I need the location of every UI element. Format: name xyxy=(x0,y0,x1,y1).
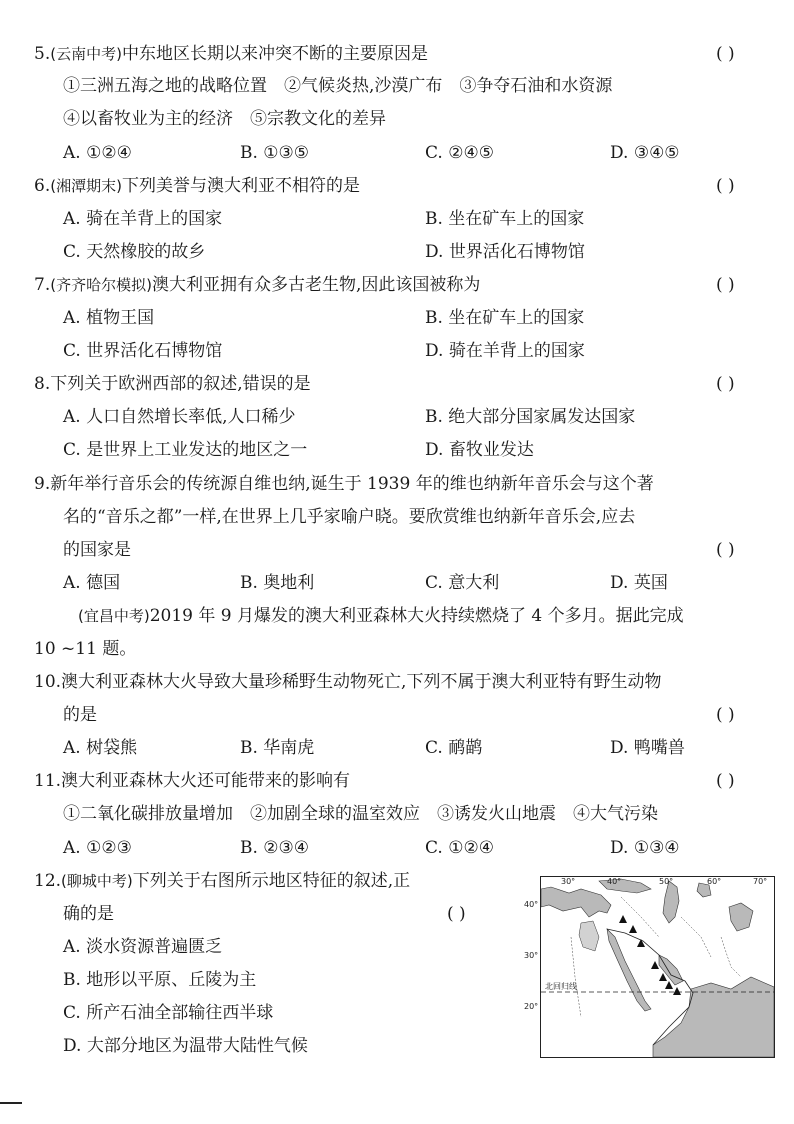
q9-line2: 名的“音乐之都”一样,在世界上几乎家喻户晓。要欣赏维也纳新年音乐会,应去 xyxy=(63,507,636,527)
q8-option-a: A. 人口自然增长率低,人口稀少 xyxy=(63,407,296,427)
q11-option-b: B. ②③④ xyxy=(240,838,310,858)
intro-line1 xyxy=(78,604,684,628)
q6-number: 6. xyxy=(34,176,51,196)
q8-option-d: D. 畜牧业发达 xyxy=(425,440,534,460)
q12-option-c: C. 所产石油全部输往西半球 xyxy=(63,1003,274,1023)
q12-number: 12. xyxy=(34,871,62,891)
q6-option-a: A. 骑在羊背上的国家 xyxy=(63,209,223,229)
q7-answer-paren: ( ) xyxy=(716,275,735,295)
page-footer-rule xyxy=(0,1102,22,1104)
q9-number: 9. xyxy=(34,474,51,494)
q9-text1: 新年举行音乐会的传统源自维也纳,诞生于 1939 年的维也纳新年音乐会与这个著 xyxy=(50,474,654,494)
map-tropic-label: 北回归线 xyxy=(545,982,577,991)
q7-source: (齐齐哈尔模拟) xyxy=(50,276,152,294)
q6-option-c: C. 天然橡胶的故乡 xyxy=(63,242,206,262)
q8-number: 8. xyxy=(34,374,51,394)
q10-option-a: A. 树袋熊 xyxy=(63,738,138,758)
q8-text: 下列关于欧洲西部的叙述,错误的是 xyxy=(50,374,311,394)
q9-line1 xyxy=(34,472,654,496)
q6-source: (湘潭期末) xyxy=(50,177,122,195)
q6-stem xyxy=(34,174,360,198)
q5-option-d: D. ③④⑤ xyxy=(610,143,680,163)
q11-number: 11. xyxy=(34,771,62,791)
nile-patch xyxy=(579,921,599,951)
q11-text: 澳大利亚森林大火还可能带来的影响有 xyxy=(61,771,351,791)
q12-line2: 确的是 xyxy=(63,904,114,924)
map-drawing xyxy=(541,877,774,1057)
q7-option-a: A. 植物王国 xyxy=(63,308,155,328)
q12-option-d: D. 大部分地区为温带大陆性气候 xyxy=(63,1036,308,1056)
q5-number: 5. xyxy=(34,44,51,64)
q7-option-c: C. 世界活化石博物馆 xyxy=(63,341,223,361)
q12-line1 xyxy=(34,869,410,893)
q9-answer-paren: ( ) xyxy=(716,540,735,560)
map-lat-outer-30: 30° xyxy=(524,951,539,960)
q11-stem xyxy=(34,769,350,793)
caspian-sea xyxy=(663,881,679,923)
q6-option-d: D. 世界活化石博物馆 xyxy=(425,242,585,262)
q5-text: 中东地区长期以来冲突不断的主要原因是 xyxy=(121,44,428,64)
q7-option-b: B. 坐在矿车上的国家 xyxy=(425,308,585,328)
q5-option-b: B. ①③⑤ xyxy=(240,143,310,163)
red-sea xyxy=(607,929,651,1011)
q11-items: ①二氧化碳排放量增加 ②加剧全球的温室效应 ③诱发火山地震 ④大气污染 xyxy=(63,804,658,824)
map-lat-label-40 xyxy=(540,901,541,910)
map-lon-label-50: 50° xyxy=(659,877,674,886)
map-lon-label-60: 60° xyxy=(707,877,722,886)
map-lon-label-30: 30° xyxy=(561,877,576,886)
q5-items-line1: ①三洲五海之地的战略位置 ②气候炎热,沙漠广布 ③争夺石油和水资源 xyxy=(63,76,613,96)
q9-option-b: B. 奥地利 xyxy=(240,573,315,593)
q10-answer-paren: ( ) xyxy=(716,705,735,725)
map-lat-label-30 xyxy=(540,951,541,960)
q6-text: 下列美誉与澳大利亚不相符的是 xyxy=(121,176,360,196)
q12-source: (聊城中考) xyxy=(61,872,133,890)
q12-option-b: B. 地形以平原、丘陵为主 xyxy=(63,970,257,990)
map-lon-label-40: 40° xyxy=(607,877,622,886)
q8-option-b: B. 绝大部分国家属发达国家 xyxy=(425,407,636,427)
q5-answer-paren: ( ) xyxy=(716,44,735,64)
q8-stem xyxy=(34,372,311,396)
q10-option-d: D. 鸭嘴兽 xyxy=(610,738,685,758)
q12-text1: 下列关于右图所示地区特征的叙述,正 xyxy=(132,871,411,891)
middle-east-map xyxy=(540,876,775,1058)
q6-option-b: B. 坐在矿车上的国家 xyxy=(425,209,585,229)
q5-option-a: A. ①②④ xyxy=(63,143,132,163)
q10-line1 xyxy=(34,670,661,694)
map-lat-outer-40: 40° xyxy=(524,900,539,909)
intro-line2: 10 ~11 题。 xyxy=(34,639,137,659)
q6-answer-paren: ( ) xyxy=(716,176,735,196)
mediterranean-sea xyxy=(541,887,611,917)
map-lon-label-70: 70° xyxy=(753,877,768,886)
q7-option-d: D. 骑在羊背上的国家 xyxy=(425,341,585,361)
q9-line3: 的国家是 xyxy=(63,540,131,560)
q5-source: (云南中考) xyxy=(50,45,122,63)
map-lat-label-20 xyxy=(540,1003,541,1012)
q7-text: 澳大利亚拥有众多古老生物,因此该国被称为 xyxy=(151,275,481,295)
map-lat-outer-20: 20° xyxy=(524,1002,539,1011)
q11-option-c: C. ①②④ xyxy=(425,838,494,858)
q5-stem xyxy=(34,42,428,66)
q11-answer-paren: ( ) xyxy=(716,771,735,791)
q9-option-c: C. 意大利 xyxy=(425,573,500,593)
q12-answer-paren: ( ) xyxy=(447,904,466,924)
intro-text1: 2019 年 9 月爆发的澳大利亚森林大火持续燃烧了 4 个多月。据此完成 xyxy=(149,606,684,626)
q8-option-c: C. 是世界上工业发达的地区之一 xyxy=(63,440,308,460)
q5-option-c: C. ②④⑤ xyxy=(425,143,494,163)
q9-option-d: D. 英国 xyxy=(610,573,668,593)
q10-option-b: B. 华南虎 xyxy=(240,738,315,758)
q12-option-a: A. 淡水资源普遍匮乏 xyxy=(63,937,223,957)
desert-patch xyxy=(729,903,753,931)
q8-answer-paren: ( ) xyxy=(716,374,735,394)
q10-number: 10. xyxy=(34,672,62,692)
q7-number: 7. xyxy=(34,275,51,295)
q10-line2: 的是 xyxy=(63,705,97,725)
intro-source: (宜昌中考) xyxy=(78,607,150,625)
q9-option-a: A. 德国 xyxy=(63,573,121,593)
q11-option-a: A. ①②③ xyxy=(63,838,132,858)
q11-option-d: D. ①③④ xyxy=(610,838,680,858)
q7-stem xyxy=(34,273,480,297)
q10-option-c: C. 鸸鹋 xyxy=(425,738,483,758)
q10-text1: 澳大利亚森林大火导致大量珍稀野生动物死亡,下列不属于澳大利亚特有野生动物 xyxy=(61,672,662,692)
q5-items-line2: ④以畜牧业为主的经济 ⑤宗教文化的差异 xyxy=(63,109,386,129)
